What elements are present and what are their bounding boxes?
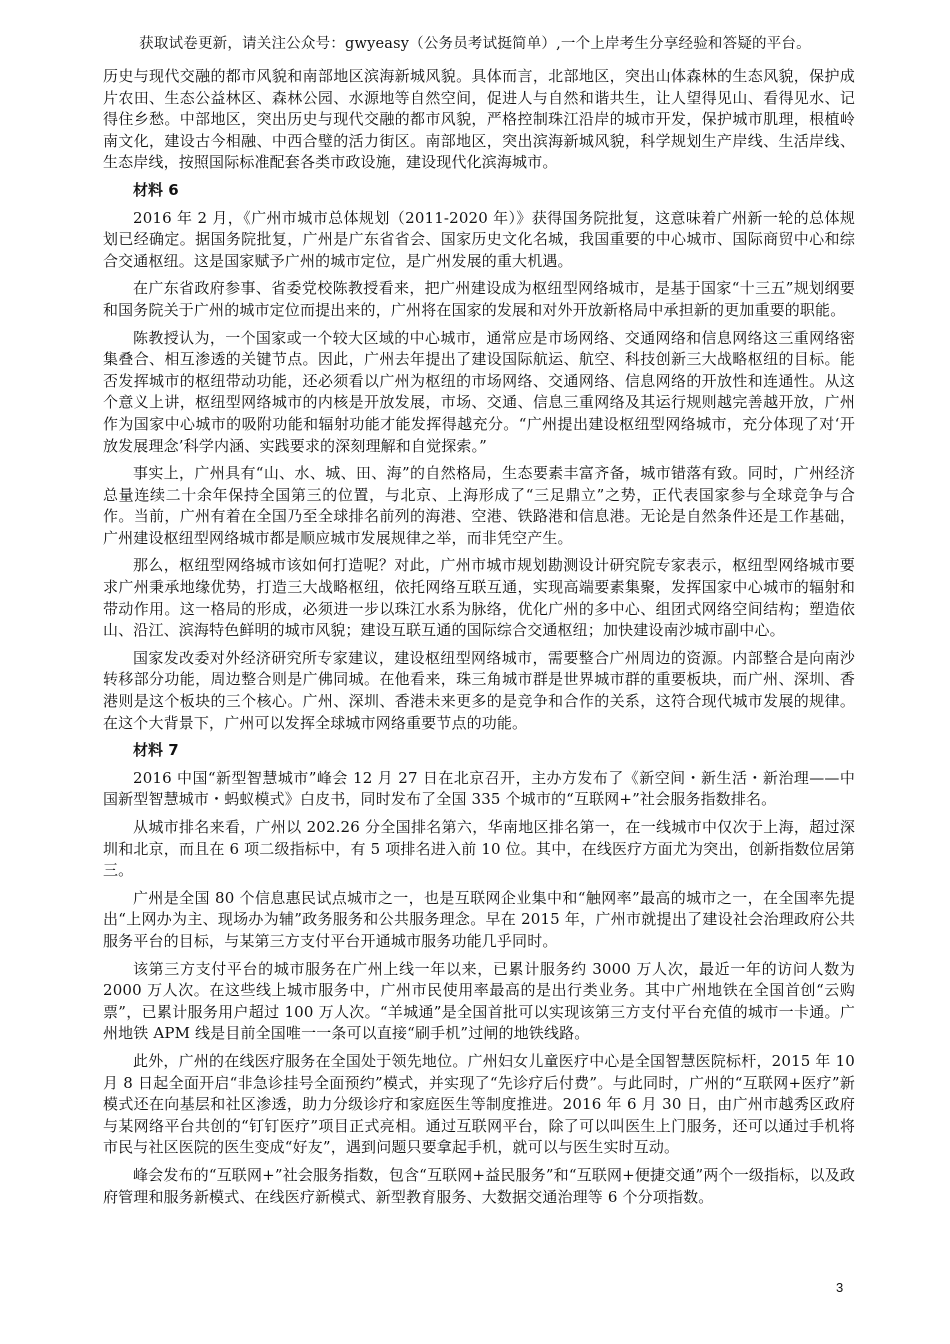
material-7-paragraph: 从城市排名来看，广州以 202.26 分全国排名第六，华南地区排名第一，在一线城市中仅次于上海，超过深圳和北京，而且在 6 项二级指标中，有 5 项排名进入前 10 位。其中，在线医疗方面尤为突出，创新指数位居第三。 xyxy=(103,818,855,880)
material-6-paragraph: 事实上，广州具有“山、水、城、田、海”的自然格局，生态要素丰富齐备，城市错落有致。同时，广州经济总量连续二十余年保持全国第三的位置，与北京、上海形成了“三足鼎立”之势，正代表国家参与全球竞争与合作。当前，广州有着在全国乃至全球排名前列的海港、空港、铁路港和信息港。无论是自然条件还是工作基础，广州建设枢纽型网络城市都是顺应城市发展规律之举，而非凭空产生。 xyxy=(103,464,855,547)
material-6-heading: 材料 6 xyxy=(133,180,179,199)
material-6-paragraph: 那么，枢纽型网络城市该如何打造呢？对此，广州市城市规划勘测设计研究院专家表示，枢纽型网络城市要求广州秉承地缘优势，打造三大战略枢纽，依托网络互联互通，实现高端要素集聚，发挥国家中心城市的辐射和带动作用。这一格局的形成，必须进一步以珠江水系为脉络，优化广州的多中心、组团式网络空间结构；塑造依山、沿江、滨海特色鲜明的城市风貌；建设互联互通的国际综合交通枢纽；加快建设南沙城市副中心。 xyxy=(103,556,855,640)
material-6-paragraph: 国家发改委对外经济研究所专家建议，建设枢纽型网络城市，需要整合广州周边的资源。内部整合是向南沙转移部分功能，周边整合则是广佛同城。在他看来，珠三角城市群是世界城市群的重要板块，而广州、深圳、香港则是这个板块的三个核心。广州、深圳、香港未来更多的是竞争和合作的关系，这符合现代城市发展的规律。在这个大背景下，广州可以发挥全球城市网络重要节点的功能。 xyxy=(103,648,855,732)
material-7-heading: 材料 7 xyxy=(133,741,179,760)
material-6-paragraph: 在广东省政府参事、省委党校陈教授看来，把广州建设成为枢纽型网络城市，是基于国家“十三五”规划纲要和国务院关于广州的城市定位而提出来的，广州将在国家的发展和对外开放新格局中承担新的更加重要的职能。 xyxy=(103,279,855,319)
material-7-paragraph: 该第三方支付平台的城市服务在广州上线一年以来，已累计服务约 3000 万人次，最近一年的访问人数为 2000 万人次。在这些线上城市服务中，广州市民使用率最高的是出行类业务。其中广州地铁在全国首创“云购票”，已累计服务用户超过 100 万人次。“羊城通”是全国首批可以实现该第三方支付平台充值的城市一卡通。广州地铁 APM 线是目前全国唯一一条可以直接“刷手机”过闸的地铁线路。 xyxy=(103,959,855,1043)
material-7-paragraph: 此外，广州的在线医疗服务在全国处于领先地位。广州妇女儿童医疗中心是全国智慧医院标杆，2015 年 10 月 8 日起全面开启“非急诊挂号全面预约”模式，并实现了“先诊疗后付费”。与此同时，广州的“互联网+医疗”新模式还在向基层和社区渗透，助力分级诊疗和家庭医生等制度推进。2016 年 6 月 30 日，由广州市越秀区政府与某网络平台共创的“钉钉医疗”项目正式亮相。通过互联网平台，除了可以叫医生上门服务，还可以通过手机将市民与社区医院的医生变成“好友”，遇到问题只要拿起手机，就可以与医生实时互动。 xyxy=(103,1051,855,1157)
material-6-paragraph: 陈教授认为，一个国家或一个较大区域的中心城市，通常应是市场网络、交通网络和信息网络这三重网络密集叠合、相互渗透的关键节点。因此，广州去年提出了建设国际航运、航空、科技创新三大战略枢纽的目标。能否发挥城市的枢纽带动功能，还必须看以广州为枢纽的市场网络、交通网络、信息网络的开放性和连通性。从这个意义上讲，枢纽型网络城市的内核是开放发展，市场、交通、信息三重网络及其运行规则越完善越开放，广州作为国家中心城市的吸附功能和辐射功能才能发挥得越充分。“广州提出建设枢纽型网络城市，充分体现了对‘开放发展理念’科学内涵、实践要求的深刻理解和自觉探索。” xyxy=(103,328,855,455)
continuation-paragraph: 历史与现代交融的都市风貌和南部地区滨海新城风貌。具体而言，北部地区，突出山体森林的生态风貌，保护成片农田、生态公益林区、森林公园、水源地等自然空间，促进人与自然和谐共生，让人望得见山、看得见水、记得住乡愁。中部地区，突出历史与现代交融的都市风貌，严格控制珠江沿岸的城市开发，保护城市肌理，根植岭南文化，建设古今相融、中西合璧的活力街区。南部地区，突出滨海新城风貌，科学规划生产岸线、生活岸线、生态岸线，按照国际标准配套各类市政设施，建设现代化滨海城市。 xyxy=(103,67,855,172)
material-6-paragraph: 2016 年 2 月，《广州市城市总体规划（2011-2020 年）》获得国务院批复，这意味着广州新一轮的总体规划已经确定。据国务院批复，广州是广东省省会、国家历史文化名城，我国重要的中心城市、国际商贸中心和综合交通枢纽。这是国家赋予广州的城市定位，是广州发展的重大机遇。 xyxy=(103,208,855,270)
header-notice: 获取试卷更新，请关注公众号：gwyeasy（公务员考试挺简单）,一个上岸考生分享经验和答疑的平台。 xyxy=(139,36,811,52)
page-number: 3 xyxy=(836,1280,844,1295)
material-7-paragraph: 2016 中国“新型智慧城市”峰会 12 月 27 日在北京召开，主办方发布了《新空间・新生活・新治理——中国新型智慧城市・蚂蚁模式》白皮书，同时发布了全国 335 个城市的“互联网+”社会服务指数排名。 xyxy=(103,768,855,809)
document-body xyxy=(103,66,855,1214)
material-7-paragraph: 广州是全国 80 个信息惠民试点城市之一，也是互联网企业集中和“触网率”最高的城市之一，在全国率先提出“上网办为主、现场办为辅”政务服务和公共服务理念。早在 2015 年，广州市就提出了建设社会治理政府公共服务平台的目标，与某第三方支付平台开通城市服务功能几乎同时。 xyxy=(103,888,855,950)
material-7-paragraph: 峰会发布的“互联网+”社会服务指数，包含“互联网+益民服务”和“互联网+便捷交通”两个一级指标，以及政府管理和服务新模式、在线医疗新模式、新型教育服务、大数据交通治理等 6 个分项指数。 xyxy=(103,1165,855,1206)
